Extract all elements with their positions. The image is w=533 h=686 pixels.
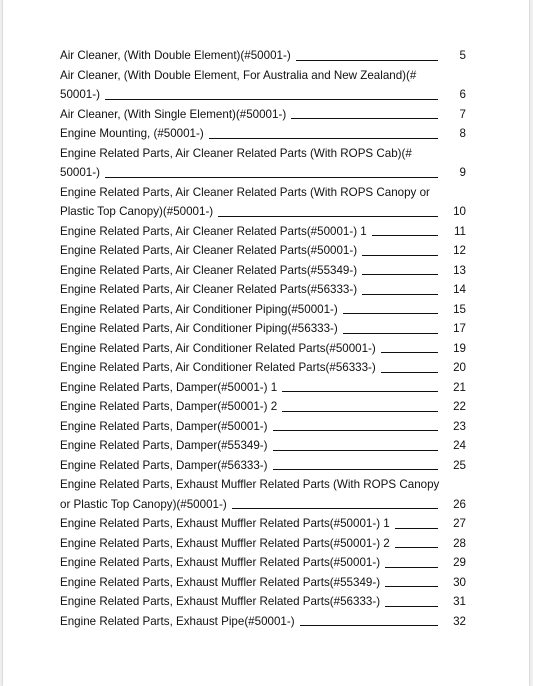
toc-leader-line [105, 99, 438, 100]
toc-page-number: 31 [453, 595, 466, 608]
toc-leader-line [362, 274, 438, 275]
toc-leader-line [209, 138, 438, 139]
toc-leader-line [291, 118, 438, 119]
toc-entry-line [60, 514, 466, 534]
toc-page-number: 20 [453, 361, 466, 374]
toc-page-number: 13 [453, 263, 466, 277]
toc-entry-title: Engine Mounting, (#50001-) [60, 127, 204, 140]
toc-page-number: 10 [453, 205, 466, 218]
toc-entry-title: Air Cleaner, (With Single Element)(#50001-) [60, 107, 287, 121]
toc-leader-line [385, 606, 438, 607]
toc-entry-line [60, 397, 466, 417]
toc-entry-line [60, 358, 466, 378]
toc-entry[interactable] [60, 397, 466, 417]
toc-entry-title: Engine Related Parts, Damper(#50001-) 1 [60, 380, 278, 394]
toc-page-number: 6 [459, 88, 466, 101]
toc-page-number: 22 [453, 400, 466, 413]
toc-entry-line [60, 280, 466, 300]
toc-entry-line [60, 495, 466, 515]
toc-entry[interactable] [60, 105, 466, 125]
toc-entry-line [60, 300, 466, 320]
toc-entry-title: Engine Related Parts, Air Conditioner Related Parts(#50001-) [60, 341, 376, 355]
toc-page-number: 17 [453, 322, 466, 335]
toc-leader-line [105, 177, 438, 178]
toc-entry-title: Engine Related Parts, Exhaust Muffler Related Parts(#50001-) 1 [60, 517, 390, 530]
toc-page-number: 15 [453, 302, 466, 316]
toc-entry-title: Engine Related Parts, Air Cleaner Related Parts(#50001-) [60, 244, 358, 257]
toc-page-number: 32 [453, 614, 466, 628]
toc-page-number: 21 [453, 380, 466, 394]
toc-entry-line [60, 202, 466, 222]
toc-entry[interactable] [60, 241, 466, 261]
toc-entry-title: Engine Related Parts, Exhaust Muffler Related Parts (With ROPS Canopy [60, 478, 440, 491]
toc-entry[interactable] [60, 417, 466, 437]
toc-page-number: 24 [453, 439, 466, 452]
toc-leader-line [385, 586, 438, 587]
toc-page-number: 8 [459, 127, 466, 140]
toc-leader-line [381, 372, 438, 373]
toc-leader-line [343, 333, 438, 334]
toc-leader-line [300, 625, 438, 626]
toc-entry-line [60, 553, 466, 573]
toc-entry-title: Engine Related Parts, Exhaust Muffler Related Parts(#50001-) 2 [60, 536, 390, 550]
toc-entry-title-continued: Plastic Top Canopy)(#50001-) [60, 205, 214, 218]
toc-entry-title: Engine Related Parts, Exhaust Muffler Related Parts(#50001-) [60, 556, 381, 569]
toc-leader-line [218, 216, 438, 217]
toc-entry[interactable] [60, 66, 466, 105]
toc-entry-title-continued: or Plastic Top Canopy)(#50001-) [60, 497, 227, 511]
toc-entry[interactable] [60, 222, 466, 242]
toc-entry-line [60, 436, 466, 456]
toc-entry-title: Engine Related Parts, Damper(#56333-) [60, 458, 268, 472]
toc-page-number: 12 [453, 244, 466, 257]
toc-entry[interactable] [60, 436, 466, 456]
toc-entry[interactable] [60, 319, 466, 339]
toc-entry-title: Engine Related Parts, Air Cleaner Related Parts(#50001-) 1 [60, 224, 367, 238]
toc-page-number: 19 [453, 341, 466, 355]
toc-entry-line [60, 46, 466, 66]
toc-entry-title: Air Cleaner, (With Double Element, For Australia and New Zealand)(# [60, 68, 417, 82]
toc-entry-title: Engine Related Parts, Air Cleaner Related Parts (With ROPS Canopy or [60, 185, 430, 199]
toc-entry-line [60, 573, 466, 593]
toc-entry[interactable] [60, 124, 466, 144]
toc-entry-title: Engine Related Parts, Exhaust Muffler Related Parts(#55349-) [60, 575, 381, 589]
toc-entry-line [60, 163, 466, 183]
toc-entry[interactable] [60, 612, 466, 632]
toc-entry[interactable] [60, 280, 466, 300]
toc-page-number: 26 [453, 497, 466, 511]
toc-entry[interactable] [60, 514, 466, 534]
toc-leader-line [362, 294, 438, 295]
toc-entry[interactable] [60, 261, 466, 281]
toc-entry-line [60, 612, 466, 632]
toc-page-number: 7 [459, 107, 466, 121]
toc-page-number: 30 [453, 575, 466, 589]
toc-entry-line [60, 378, 466, 398]
toc-leader-line [385, 567, 438, 568]
toc-page-number: 11 [453, 224, 466, 238]
toc-leader-line [381, 352, 438, 353]
toc-page-number: 23 [453, 419, 466, 433]
toc-entry-title: Engine Related Parts, Air Cleaner Related Parts(#56333-) [60, 283, 358, 296]
toc-entry-title: Engine Related Parts, Damper(#55349-) [60, 439, 268, 452]
toc-entry[interactable] [60, 300, 466, 320]
toc-entry-line [60, 417, 466, 437]
toc-entry[interactable] [60, 573, 466, 593]
toc-leader-line [273, 469, 438, 470]
toc-entry[interactable] [60, 456, 466, 476]
toc-entry-title-continued: 50001-) [60, 166, 100, 179]
toc-entry-title: Engine Related Parts, Exhaust Pipe(#50001-) [60, 614, 295, 628]
toc-entry-line [60, 124, 466, 144]
toc-leader-line [282, 391, 438, 392]
toc-page-number: 27 [453, 517, 466, 530]
toc-leader-line [282, 411, 438, 412]
toc-page-number: 28 [453, 536, 466, 550]
toc-leader-line [273, 430, 438, 431]
table-of-contents [60, 46, 466, 631]
toc-entry[interactable] [60, 592, 466, 612]
toc-leader-line [395, 547, 438, 548]
toc-leader-line [273, 450, 438, 451]
toc-entry[interactable] [60, 46, 466, 66]
toc-page-number: 5 [459, 49, 466, 62]
toc-page-number: 29 [453, 556, 466, 569]
toc-entry[interactable] [60, 339, 466, 359]
toc-entry-title: Engine Related Parts, Air Cleaner Related Parts (With ROPS Cab)(# [60, 146, 412, 160]
toc-entry-line [60, 85, 466, 105]
toc-entry-title: Engine Related Parts, Air Conditioner Related Parts(#56333-) [60, 361, 376, 374]
toc-entry-line [60, 592, 466, 612]
toc-entry-line [60, 456, 466, 476]
toc-entry-line [60, 261, 466, 281]
toc-entry-title: Engine Related Parts, Air Cleaner Related Parts(#55349-) [60, 263, 358, 277]
document-page [3, 0, 529, 686]
toc-entry-title: Air Cleaner, (With Double Element)(#50001-) [60, 49, 291, 62]
toc-entry[interactable] [60, 475, 466, 514]
toc-entry-title: Engine Related Parts, Damper(#50001-) [60, 419, 268, 433]
toc-page-number: 14 [453, 283, 466, 296]
toc-entry-title: Engine Related Parts, Exhaust Muffler Related Parts(#56333-) [60, 595, 381, 608]
toc-leader-line [362, 255, 438, 256]
toc-entry-line [60, 105, 466, 125]
toc-leader-line [372, 235, 438, 236]
toc-entry[interactable] [60, 553, 466, 573]
toc-entry[interactable] [60, 144, 466, 183]
toc-entry-title: Engine Related Parts, Air Conditioner Piping(#50001-) [60, 302, 338, 316]
toc-entry-line [60, 222, 466, 242]
toc-entry-title: Engine Related Parts, Damper(#50001-) 2 [60, 400, 278, 413]
toc-entry[interactable] [60, 534, 466, 554]
toc-page-number: 9 [459, 166, 466, 179]
toc-leader-line [296, 60, 438, 61]
toc-leader-line [343, 313, 438, 314]
toc-entry-title-continued: 50001-) [60, 88, 100, 101]
toc-entry[interactable] [60, 183, 466, 222]
toc-leader-line [232, 508, 438, 509]
toc-entry[interactable] [60, 378, 466, 398]
toc-entry-line [60, 319, 466, 339]
toc-entry-line [60, 534, 466, 554]
toc-page-number: 25 [453, 458, 466, 472]
toc-entry-line [60, 241, 466, 261]
toc-entry[interactable] [60, 358, 466, 378]
toc-entry-title: Engine Related Parts, Air Conditioner Piping(#56333-) [60, 322, 338, 335]
toc-entry-line [60, 339, 466, 359]
toc-leader-line [395, 528, 438, 529]
